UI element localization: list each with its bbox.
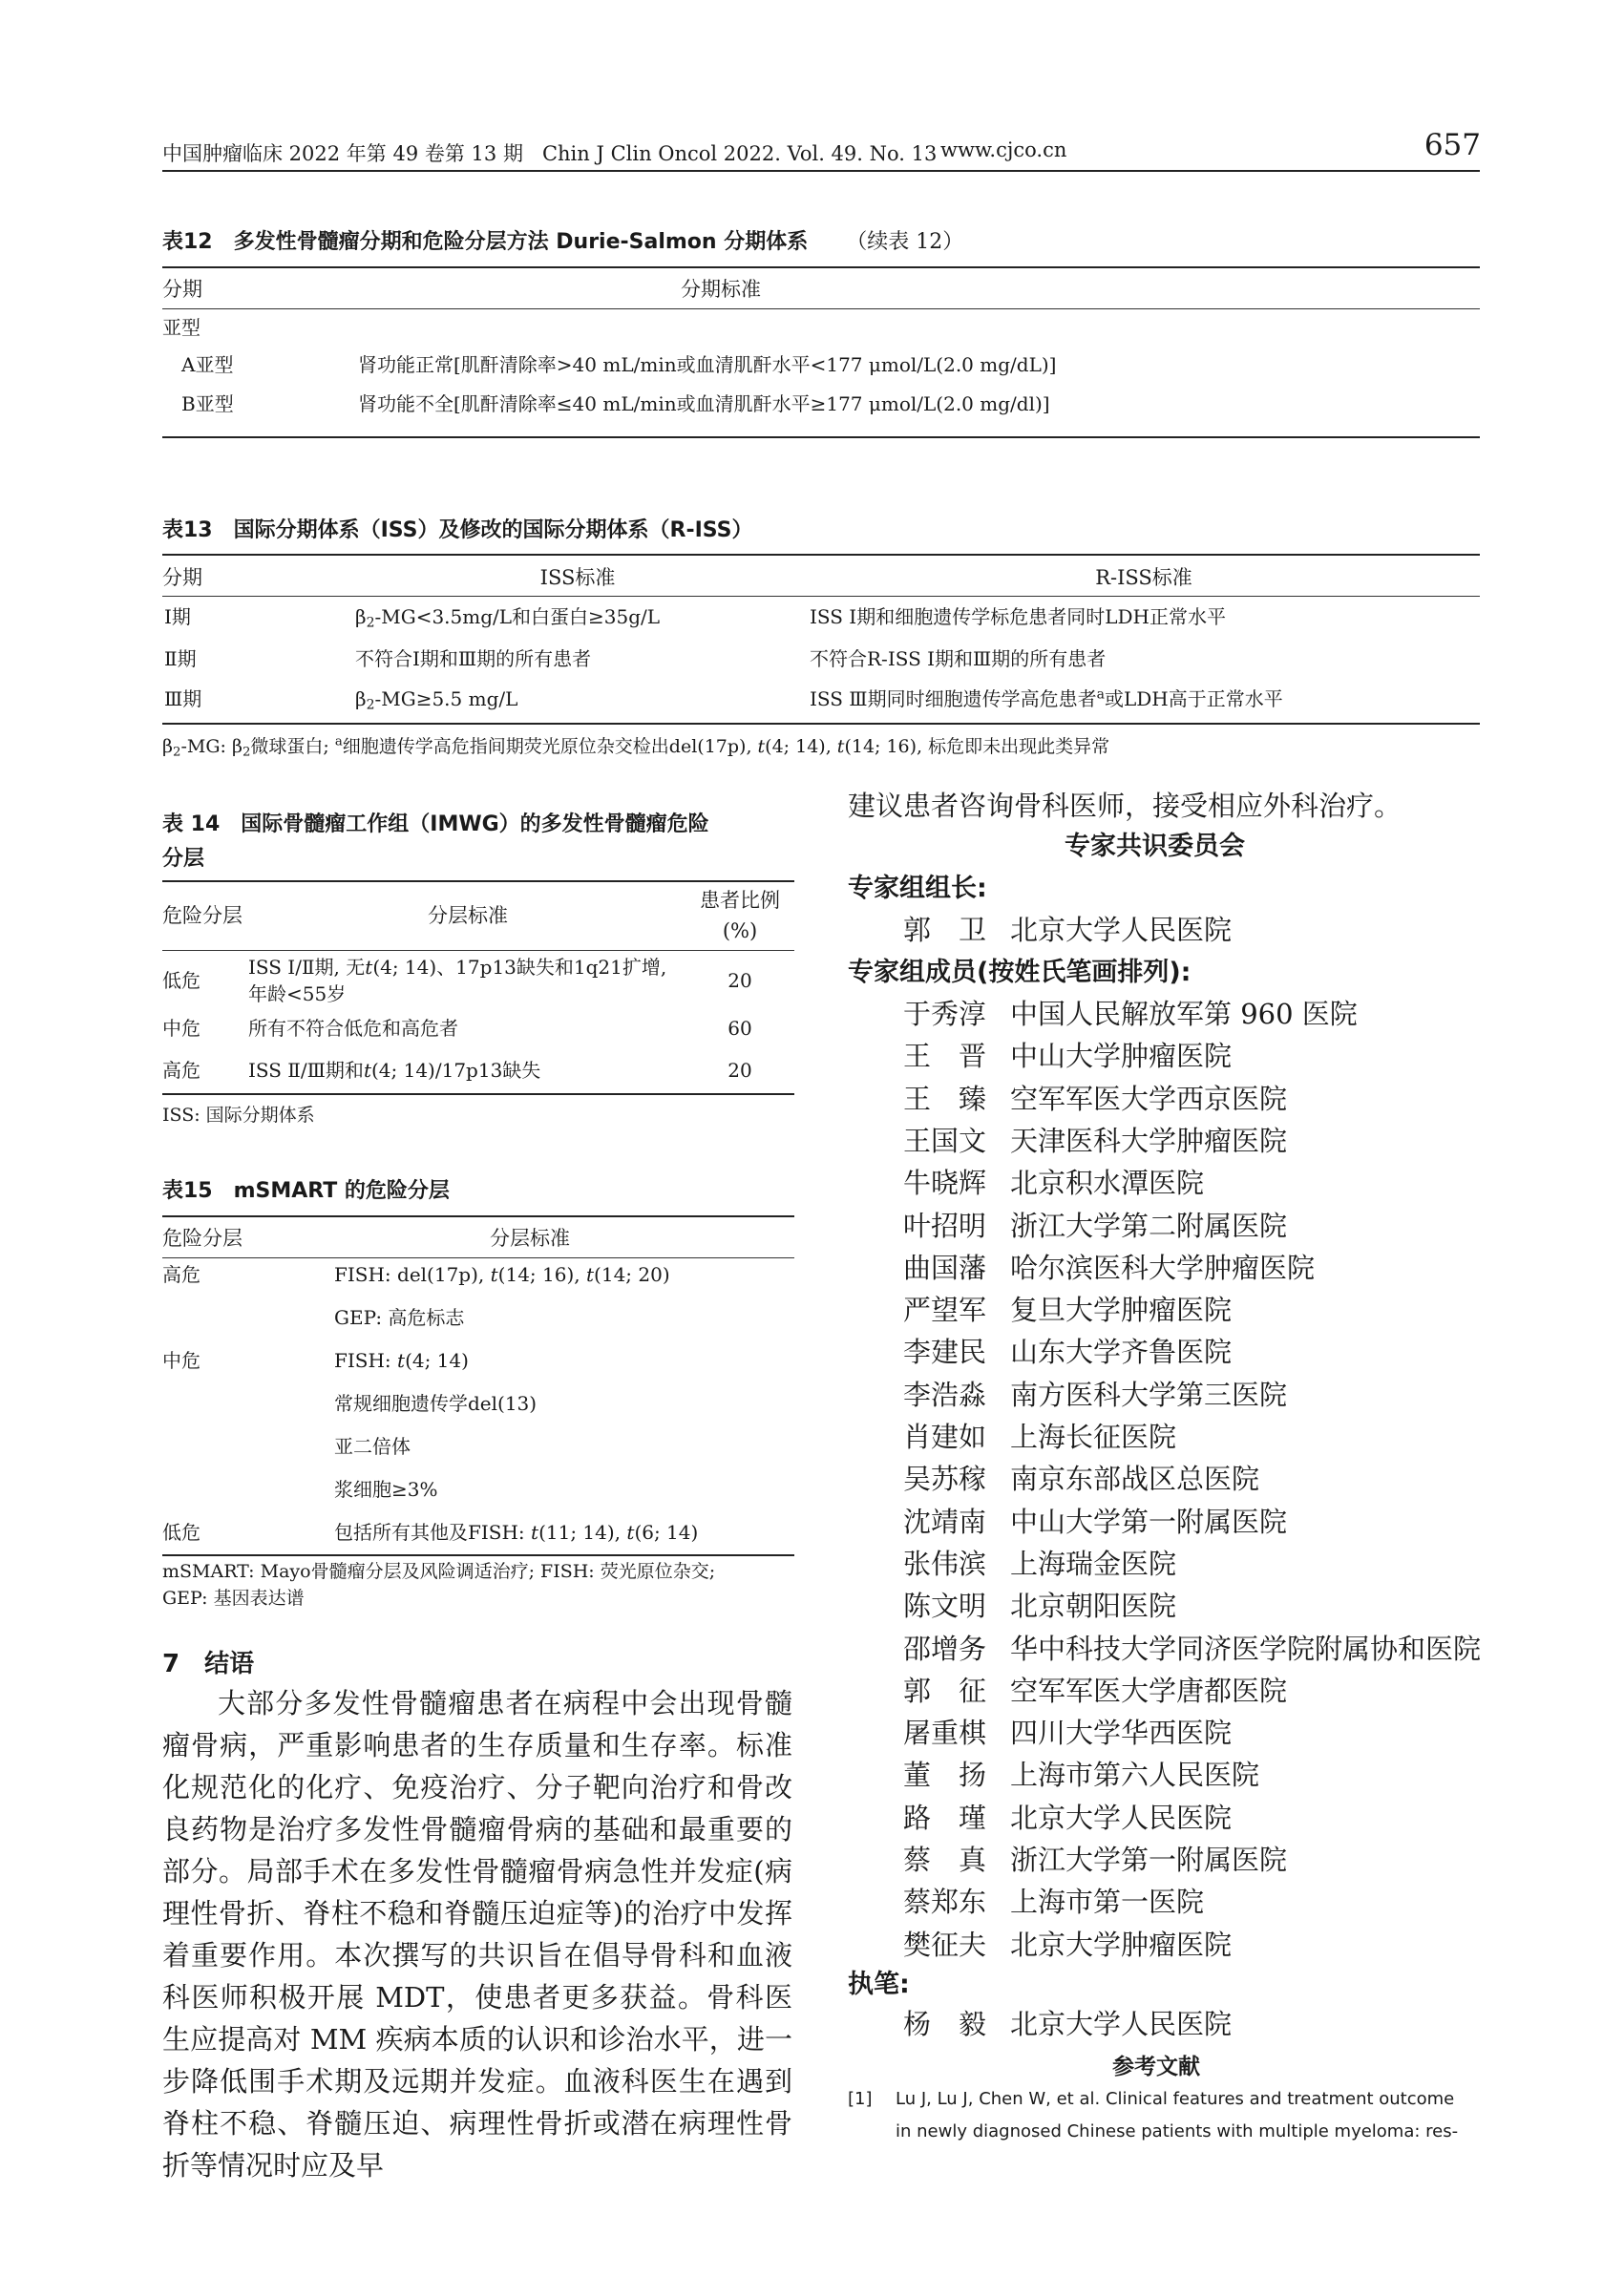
member-name: 王 晋	[903, 1040, 987, 1073]
table14-percent-cell: 20	[728, 969, 752, 992]
table13-riss-cell: 不符合R-ISS Ⅰ期和Ⅲ期的所有患者	[810, 647, 1107, 670]
table15-bottom-rule	[162, 1554, 794, 1556]
table14-header-level: 危险分层	[162, 904, 243, 927]
table13-iss-cell: 不符合Ⅰ期和Ⅲ期的所有患者	[355, 647, 592, 670]
table15-header-rule	[162, 1257, 794, 1258]
member-org: 浙江大学第一附属医院	[1010, 1844, 1288, 1876]
table14-header-criteria: 分层标准	[428, 904, 508, 927]
member-name: 陈文明	[903, 1590, 987, 1623]
table13-stage-cell: Ⅱ期	[164, 647, 197, 670]
member-name: 沈靖南	[903, 1505, 987, 1538]
table13-iss-cell: $\beta_2-MG<3.5mg/L$和白蛋白≥35g/L	[355, 605, 661, 631]
table14-caption-line1: 表 14 国际骨髓瘤工作组（IMWG）的多发性骨髓瘤危险	[162, 812, 709, 836]
member-org: 山东大学齐鲁医院	[1010, 1336, 1233, 1369]
running-header	[162, 138, 937, 167]
table15-caption: 表15 mSMART 的危险分层	[162, 1179, 450, 1203]
writer-name: 杨 毅	[903, 2008, 987, 2040]
table13-top-rule	[162, 554, 1480, 556]
table12-stage-cell: B亚型	[181, 392, 234, 415]
member-name: 肖建如	[903, 1421, 987, 1453]
table15-level-cell: 低危	[162, 1521, 200, 1544]
writer-org: 北京大学人民医院	[1010, 2008, 1233, 2040]
references-title: 参考文献	[1112, 2055, 1200, 2079]
table12-top-rule	[162, 266, 1480, 268]
member-name: 于秀淳	[903, 998, 987, 1030]
table14-percent-cell: 20	[728, 1059, 752, 1082]
table14-bottom-rule	[162, 1093, 794, 1095]
table15-criteria-cell: GEP: 高危标志	[334, 1306, 465, 1329]
member-name: 李浩淼	[903, 1378, 987, 1411]
table14-caption	[162, 808, 709, 876]
member-org: 华中科技大学同济医学院附属协和医院	[1010, 1632, 1482, 1665]
table12-stage-cell: A亚型	[181, 353, 234, 376]
table13-header-rule	[162, 596, 1480, 597]
table12-header-rule	[162, 308, 1480, 309]
table12-criteria-cell: 肾功能不全[肌酐清除率≤40 mL/min或血清肌酐水平≥177 μmol/L(2.0 mg/dl)]	[358, 392, 1050, 415]
table15-header-level: 危险分层	[162, 1227, 243, 1250]
table14-footnote: ISS: 国际分期体系	[162, 1105, 315, 1126]
leader-org: 北京大学人民医院	[1010, 914, 1233, 946]
table15-footnote-line2: GEP: 基因表达谱	[162, 1588, 305, 1609]
journal-name-cn: 中国肿瘤临床 2022 年第 49 卷第 13 期	[162, 142, 523, 165]
member-name: 王 臻	[903, 1082, 987, 1115]
table14-header-percent: 患者比例	[700, 889, 780, 912]
members-label: 专家组成员(按姓氏笔画排列):	[848, 958, 1192, 987]
journal-name-en: Chin J Clin Oncol 2022. Vol. 49. No. 13	[541, 142, 938, 165]
table15-footnote-line1: mSMART: Mayo骨髓瘤分层及风险调适治疗; FISH: 荧光原位杂交;	[162, 1561, 716, 1582]
table15-criteria-cell: 包括所有其他及FISH: t(11; 14), t(6; 14)	[334, 1521, 699, 1544]
reference-line: in newly diagnosed Chinese patients with multiple myeloma: res-	[896, 2121, 1459, 2141]
table14-criteria-cell: ISS Ⅰ/Ⅱ期, 无t(4; 14)、17p13缺失和1q21扩增,	[248, 956, 667, 979]
table15-level-cell: 中危	[162, 1349, 200, 1372]
member-name: 路 瑾	[903, 1801, 987, 1834]
table12-header-stage: 分期	[162, 278, 202, 301]
member-org: 浙江大学第二附属医院	[1010, 1209, 1288, 1242]
table14-criteria-cell: 年龄<55岁	[248, 982, 347, 1005]
header-rule	[162, 170, 1480, 172]
conclusion-paragraph: 大部分多发性骨髓瘤患者在病程中会出现骨髓瘤骨病，严重影响患者的生存质量和生存率。标准化规范化的化疗、免疫治疗、分子靶向治疗和骨改良药物是治疗多发性骨髓瘤骨病的基础和最重要的部分。局部手术在多发性骨髓瘤骨病急性并发症(病理性骨折、脊柱不稳和脊髓压迫症等)的治疗中发挥着重要作用。本次撰写的共识旨在倡导骨科和血液科医师积极开展 MDT，使患者更多获益。骨科医生应提高对 MM 疾病本质的认识和诊治水平，进一步降低围手术期及远期并发症。血液科医生在遇到脊柱不稳、脊髓压迫、病理性骨折或潜在病理性骨折等情况时应及早	[162, 1687, 792, 2182]
page-number: 657	[1424, 128, 1481, 162]
member-org: 中山大学第一附属医院	[1010, 1505, 1288, 1538]
member-name: 屠重棋	[903, 1717, 987, 1750]
conclusion-heading: 7 结语	[162, 1650, 255, 1678]
table14-level-cell: 低危	[162, 969, 200, 992]
table14-percent-cell: 60	[728, 1017, 752, 1040]
table15-criteria-cell: 常规细胞遗传学del(13)	[334, 1392, 538, 1415]
member-org: 中国人民解放军第 960 医院	[1010, 998, 1358, 1030]
member-name: 牛晓辉	[903, 1167, 987, 1200]
table12-title: 表12 多发性骨髓瘤分期和危险分层方法 Durie-Salmon 分期体系	[162, 230, 809, 254]
member-name: 王国文	[903, 1124, 987, 1157]
table14-level-cell: 高危	[162, 1059, 200, 1082]
table12-continued-note: （续表 12）	[846, 230, 964, 254]
member-org: 中山大学肿瘤医院	[1010, 1040, 1233, 1073]
member-org: 上海市第六人民医院	[1010, 1759, 1260, 1792]
member-name: 蔡 真	[903, 1844, 987, 1876]
writer-label: 执笔:	[848, 1970, 910, 1999]
member-name: 李建民	[903, 1336, 987, 1369]
member-name: 严望军	[903, 1294, 987, 1327]
member-org: 北京朝阳医院	[1010, 1590, 1177, 1623]
committee-title: 专家共识委员会	[1065, 832, 1245, 861]
leader-name: 郭 卫	[903, 914, 987, 946]
member-org: 四川大学华西医院	[1010, 1717, 1233, 1750]
table14-top-rule	[162, 880, 794, 882]
table13-header-riss: R-ISS标准	[1095, 566, 1192, 589]
member-org: 天津医科大学肿瘤医院	[1010, 1124, 1288, 1157]
table14-header-rule	[162, 950, 794, 951]
table14-caption-line2: 分层	[162, 847, 205, 871]
table13-riss-cell: ISS Ⅰ期和细胞遗传学标危患者同时LDH正常水平	[810, 605, 1226, 628]
member-name: 吴苏稼	[903, 1463, 987, 1496]
leader-label: 专家组组长:	[848, 874, 987, 903]
member-name: 张伟滨	[903, 1547, 987, 1580]
table15-top-rule	[162, 1215, 794, 1217]
table15-criteria-cell: FISH: del(17p), t(14; 16), t(14; 20)	[334, 1263, 670, 1286]
member-org: 南京东部战区总医院	[1010, 1463, 1260, 1496]
member-name: 邵增务	[903, 1632, 987, 1665]
member-name: 蔡郑东	[903, 1886, 987, 1919]
member-name: 叶招明	[903, 1209, 987, 1242]
member-org: 复旦大学肿瘤医院	[1010, 1294, 1233, 1327]
member-org: 上海瑞金医院	[1010, 1547, 1177, 1580]
table12-bottom-rule	[162, 436, 1480, 438]
table15-criteria-cell: 浆细胞≥3%	[334, 1478, 438, 1501]
table14-criteria-cell: ISS Ⅱ/Ⅲ期和t(4; 14)/17p13缺失	[248, 1059, 541, 1082]
table13-bottom-rule	[162, 723, 1480, 725]
journal-url: www.cjco.cn	[940, 138, 1067, 161]
table13-caption: 表13 国际分期体系（ISS）及修改的国际分期体系（R-ISS）	[162, 518, 753, 542]
table13-header-iss: ISS标准	[539, 566, 616, 589]
table12-header-criteria: 分期标准	[681, 278, 761, 301]
table13-footnote: $\beta_2-MG$: $\beta_2$微球蛋白; $^a$细胞遗传学高危指间期荧光原位杂交检出del(17p), t(4; 14), t(14; 16), 标危即未出现此类异常	[162, 734, 1110, 760]
member-org: 南方医科大学第三医院	[1010, 1378, 1288, 1411]
member-org: 北京大学人民医院	[1010, 1801, 1233, 1834]
member-org: 空军军医大学唐都医院	[1010, 1674, 1288, 1707]
member-org: 空军军医大学西京医院	[1010, 1082, 1288, 1115]
member-org: 哈尔滨医科大学肿瘤医院	[1010, 1251, 1316, 1284]
reference-line: Lu J, Lu J, Chen W, et al. Clinical features and treatment outcome	[896, 2089, 1455, 2109]
table13-riss-cell: ISS Ⅲ期同时细胞遗传学高危患者$^a$或LDH高于正常水平	[810, 686, 1283, 710]
reference-number: [1]	[848, 2089, 873, 2109]
table13-stage-cell: Ⅲ期	[164, 687, 202, 710]
member-name: 曲国藩	[903, 1251, 987, 1284]
member-name: 郭 征	[903, 1674, 987, 1707]
table14-header-percent-unit: (%)	[722, 919, 758, 942]
table15-criteria-cell: 亚二倍体	[334, 1435, 411, 1458]
table12-stage-cell: 亚型	[162, 316, 200, 339]
member-org: 上海市第一医院	[1010, 1886, 1205, 1919]
table14-criteria-cell: 所有不符合低危和高危者	[248, 1017, 458, 1040]
member-org: 北京积水潭医院	[1010, 1167, 1205, 1200]
member-name: 董 扬	[903, 1759, 987, 1792]
table12-criteria-cell: 肾功能正常[肌酐清除率>40 mL/min或血清肌酐水平<177 μmol/L(2.0 mg/dL)]	[358, 353, 1057, 376]
table15-criteria-cell: FISH: t(4; 14)	[334, 1349, 469, 1372]
table15-level-cell: 高危	[162, 1263, 200, 1286]
member-name: 樊征夫	[903, 1928, 987, 1961]
member-org: 上海长征医院	[1010, 1421, 1177, 1453]
member-org: 北京大学肿瘤医院	[1010, 1928, 1233, 1961]
table14-level-cell: 中危	[162, 1017, 200, 1040]
table13-header-stage: 分期	[162, 566, 202, 589]
table15-header-criteria: 分层标准	[490, 1227, 570, 1250]
table12-caption	[162, 225, 963, 255]
table13-stage-cell: Ⅰ期	[164, 605, 191, 628]
table13-iss-cell: $\beta_2-MG\ge 5.5$ mg/L	[355, 687, 518, 713]
advice-line: 建议患者咨询骨科医师，接受相应外科治疗。	[848, 790, 1403, 822]
